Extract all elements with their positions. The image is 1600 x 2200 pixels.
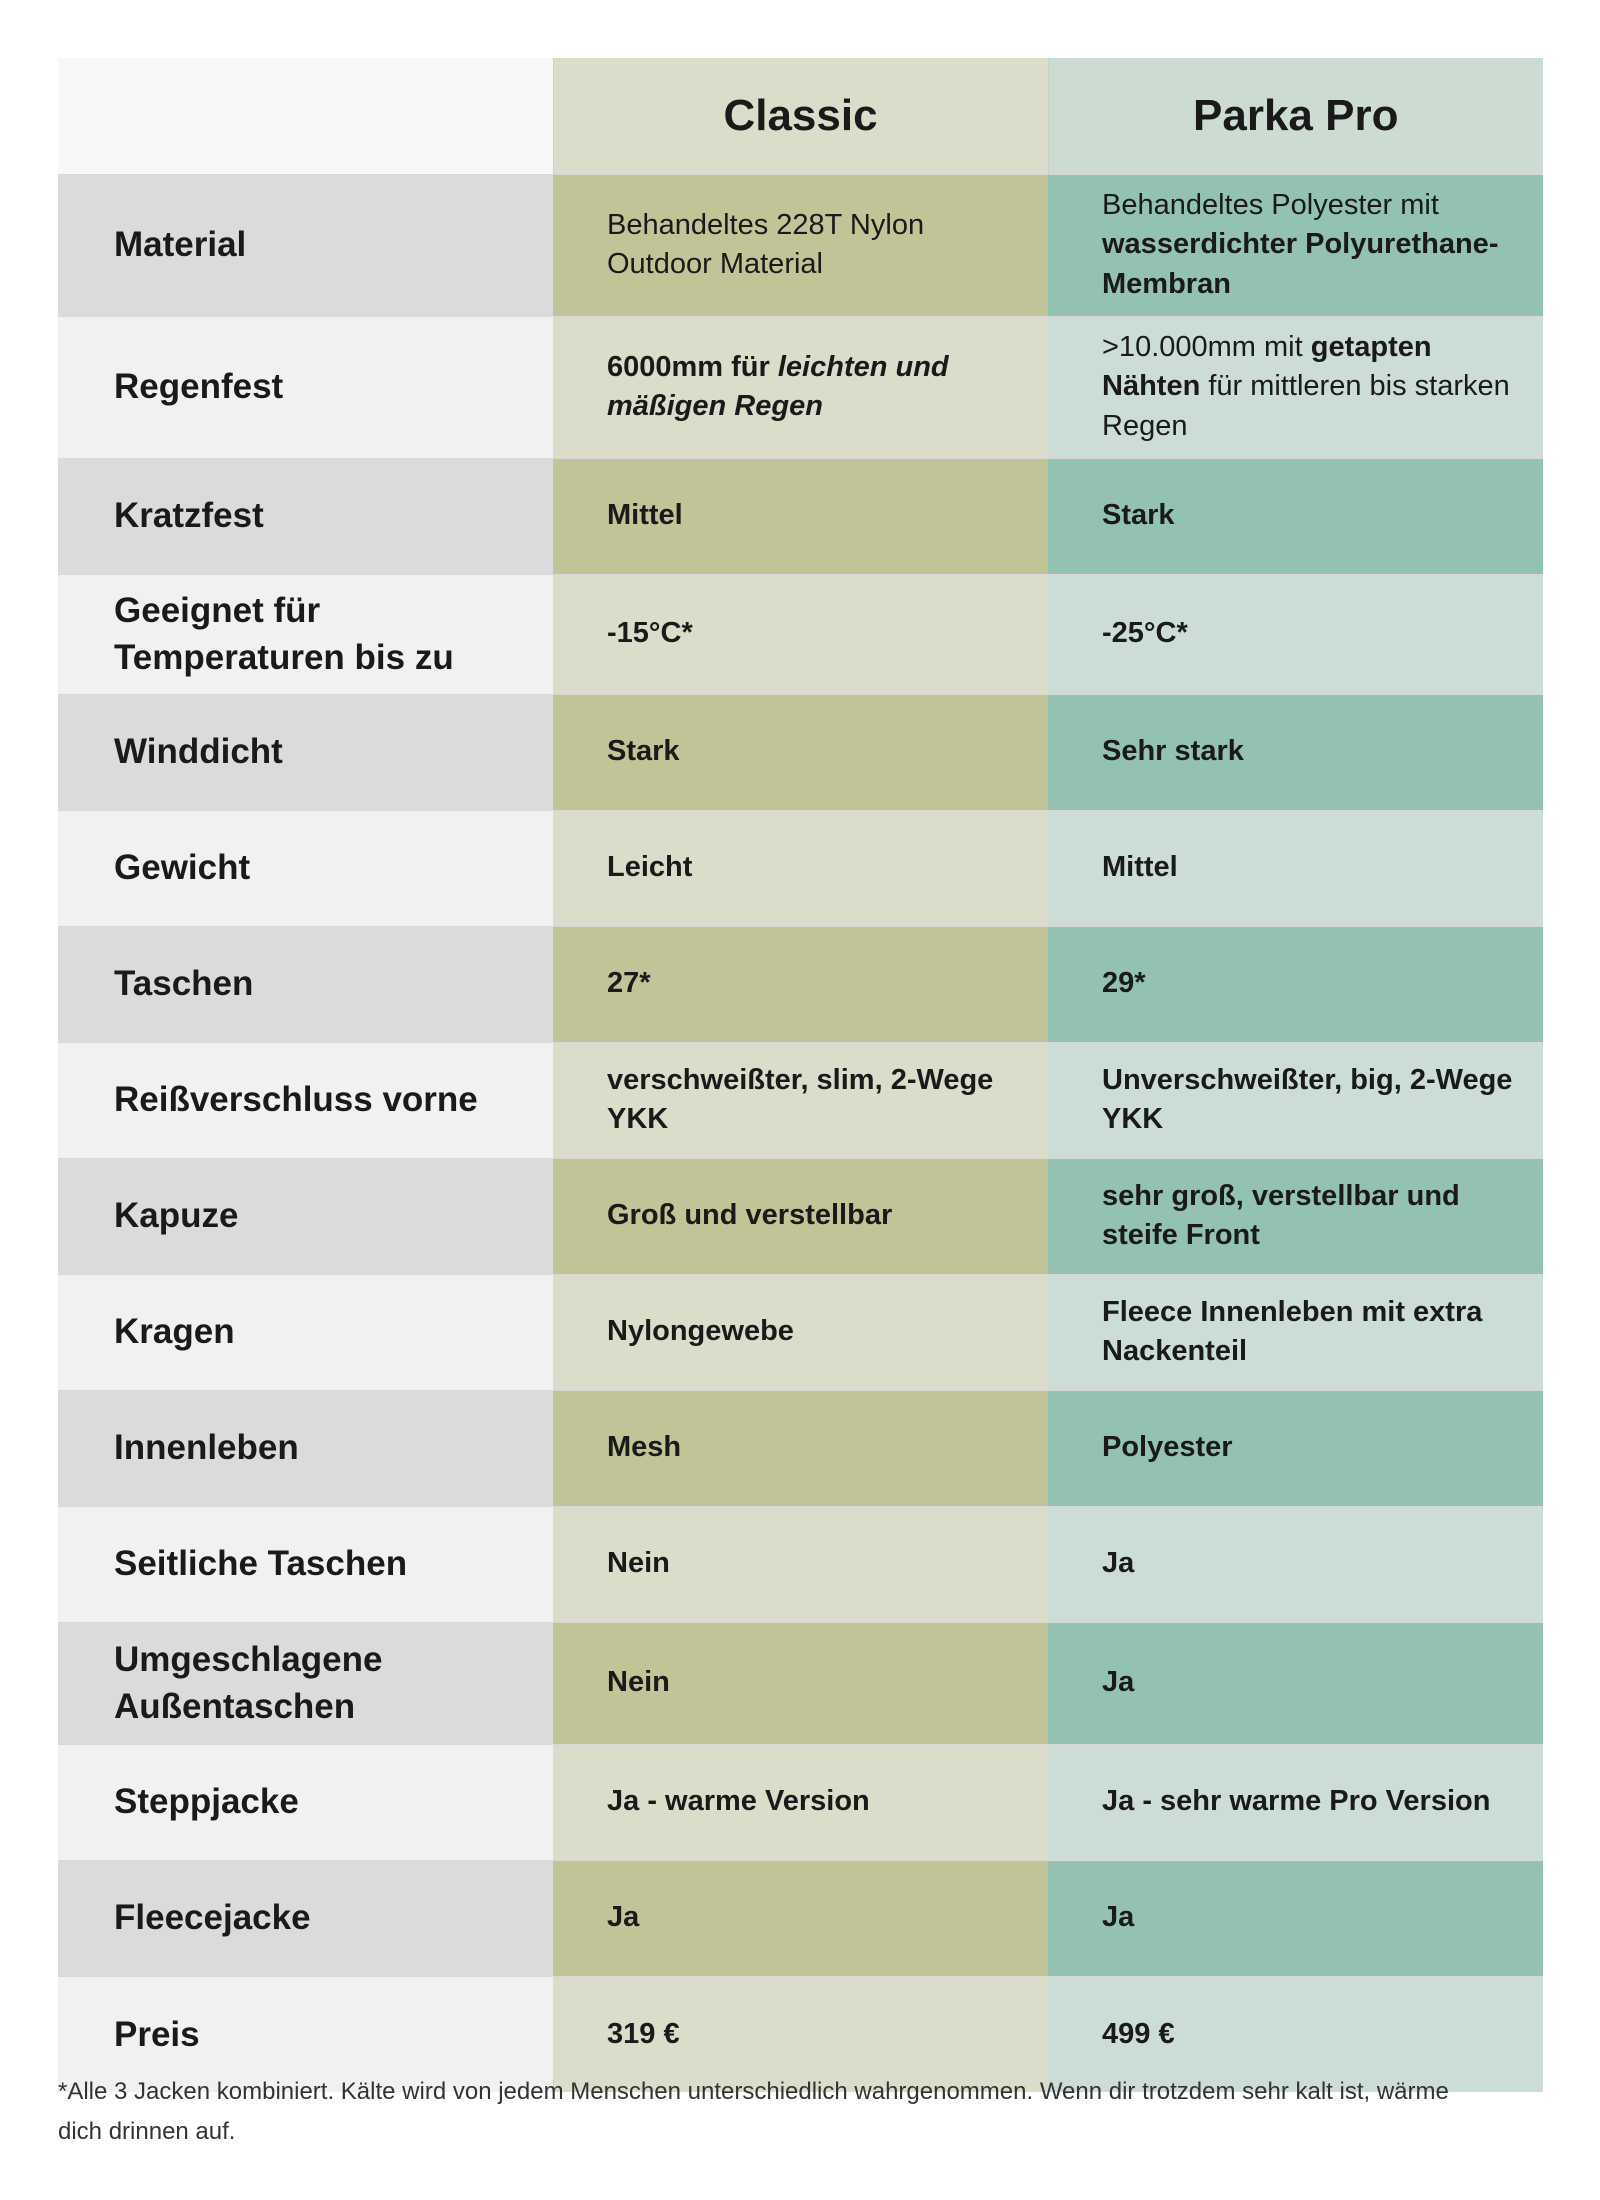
header-empty [58, 58, 553, 174]
parka-pro-value-text: wasserdichter Polyurethane-Membran [1102, 228, 1499, 300]
parka-pro-value [1048, 1042, 1543, 1158]
table-row [58, 1622, 1543, 1744]
classic-value-text: Groß und verstellbar [607, 1199, 893, 1232]
row-label: Material [58, 174, 553, 316]
classic-value [553, 458, 1048, 574]
table-row [58, 926, 1543, 1042]
parka-pro-value [1048, 1506, 1543, 1622]
classic-value [553, 1860, 1048, 1976]
parka-pro-value [1048, 458, 1543, 574]
classic-value-text: Leicht [607, 851, 693, 884]
row-label: Seitliche Taschen [58, 1506, 553, 1622]
row-label: Preis [58, 1976, 553, 2092]
classic-value [553, 1158, 1048, 1274]
classic-value [553, 1274, 1048, 1390]
classic-value-text: Mittel [607, 499, 683, 532]
parka-pro-value-text: Unverschweißter, big, 2-Wege YKK [1102, 1063, 1513, 1135]
classic-value [553, 810, 1048, 926]
classic-value-text: Nein [607, 1547, 670, 1580]
parka-pro-value [1048, 316, 1543, 458]
classic-value-text: 27* [607, 967, 651, 1000]
row-label: Umgeschlagene Außentaschen [58, 1622, 553, 1744]
table-row [58, 1860, 1543, 1976]
parka-pro-value-text: Sehr stark [1102, 735, 1244, 768]
table-row [58, 1042, 1543, 1158]
classic-value [553, 1390, 1048, 1506]
classic-value-text: Nylongewebe [607, 1315, 794, 1348]
parka-pro-value-text: getapten Nähten [1102, 331, 1432, 403]
classic-value-text: Nein [607, 1666, 670, 1699]
row-label: Winddicht [58, 694, 553, 810]
parka-pro-value-text: Polyester [1102, 1431, 1233, 1464]
table-body [58, 174, 1543, 2092]
table-row [58, 1158, 1543, 1274]
classic-value-text: Ja - warme Version [607, 1785, 870, 1818]
parka-pro-value [1048, 1622, 1543, 1744]
parka-pro-value-text: Mittel [1102, 851, 1178, 884]
classic-value [553, 926, 1048, 1042]
row-label: Kratzfest [58, 458, 553, 574]
classic-value [553, 574, 1048, 694]
parka-pro-value-text: sehr groß, verstellbar und steife Front [1102, 1179, 1460, 1251]
classic-value-text: -15°C* [607, 617, 693, 650]
parka-pro-value [1048, 1158, 1543, 1274]
classic-value-text: 319 € [607, 2017, 680, 2050]
parka-pro-value [1048, 810, 1543, 926]
row-label: Kragen [58, 1274, 553, 1390]
table-row [58, 316, 1543, 458]
parka-pro-value-text: Behandeltes Polyester mit [1102, 189, 1439, 222]
row-label: Innenleben [58, 1390, 553, 1506]
row-label: Gewicht [58, 810, 553, 926]
parka-pro-value [1048, 174, 1543, 316]
table-row [58, 810, 1543, 926]
parka-pro-value [1048, 1744, 1543, 1860]
parka-pro-value-text: Ja [1102, 1547, 1135, 1580]
parka-pro-value [1048, 926, 1543, 1042]
header-classic: Classic [553, 58, 1048, 174]
parka-pro-value-text: Ja - sehr warme Pro Version [1102, 1785, 1491, 1818]
footnote: *Alle 3 Jacken kombiniert. Kälte wird von jedem Menschen unterschiedlich wahrgenommen. Wenn dir trotzdem sehr kalt ist, wärme dich drinnen auf. [58, 2078, 1449, 2145]
parka-pro-value-text: >10.000mm mit [1102, 331, 1311, 364]
classic-value [553, 694, 1048, 810]
classic-value-text: Ja [607, 1901, 640, 1934]
row-label: Steppjacke [58, 1744, 553, 1860]
classic-value [553, 1622, 1048, 1744]
parka-pro-value-text: -25°C* [1102, 617, 1188, 650]
header-row [58, 58, 1543, 174]
parka-pro-value-text: Ja [1102, 1666, 1135, 1699]
classic-value [553, 1506, 1048, 1622]
classic-value [553, 174, 1048, 316]
classic-value [553, 1744, 1048, 1860]
parka-pro-value-text: Ja [1102, 1901, 1135, 1934]
comparison-table-container [58, 58, 1543, 2092]
classic-value-text: 6000mm für [607, 350, 778, 383]
parka-pro-value-text: für mittleren bis starken Regen [1102, 370, 1510, 442]
table-row [58, 174, 1543, 316]
classic-value-text: Stark [607, 735, 680, 768]
classic-value-text: verschweißter, slim, 2-Wege YKK [607, 1063, 994, 1135]
parka-pro-value [1048, 1274, 1543, 1390]
table-row [58, 1506, 1543, 1622]
row-label: Regenfest [58, 316, 553, 458]
comparison-table [58, 58, 1543, 2092]
parka-pro-value [1048, 1860, 1543, 1976]
table-row [58, 458, 1543, 574]
row-label: Fleecejacke [58, 1860, 553, 1976]
parka-pro-value-text: Stark [1102, 499, 1175, 532]
parka-pro-value-text: Fleece Innenleben mit extra Nackenteil [1102, 1295, 1483, 1367]
classic-value [553, 1042, 1048, 1158]
parka-pro-value [1048, 1390, 1543, 1506]
classic-value [553, 316, 1048, 458]
row-label: Reißverschluss vorne [58, 1042, 553, 1158]
table-row [58, 1744, 1543, 1860]
row-label: Kapuze [58, 1158, 553, 1274]
classic-value-text: Mesh [607, 1431, 682, 1464]
parka-pro-value [1048, 694, 1543, 810]
header-parka-pro: Parka Pro [1048, 58, 1543, 174]
row-label: Taschen [58, 926, 553, 1042]
parka-pro-value-text: 29* [1102, 967, 1146, 1000]
table-row [58, 1274, 1543, 1390]
parka-pro-value [1048, 574, 1543, 694]
table-row [58, 574, 1543, 694]
table-row [58, 1390, 1543, 1506]
parka-pro-value-text: 499 € [1102, 2017, 1175, 2050]
table-row [58, 694, 1543, 810]
classic-value-text: Behandeltes 228T Nylon Outdoor Material [607, 208, 925, 280]
row-label: Geeignet für Temperaturen bis zu [58, 574, 553, 694]
classic-value-text: leichten und mäßigen Regen [607, 350, 949, 422]
